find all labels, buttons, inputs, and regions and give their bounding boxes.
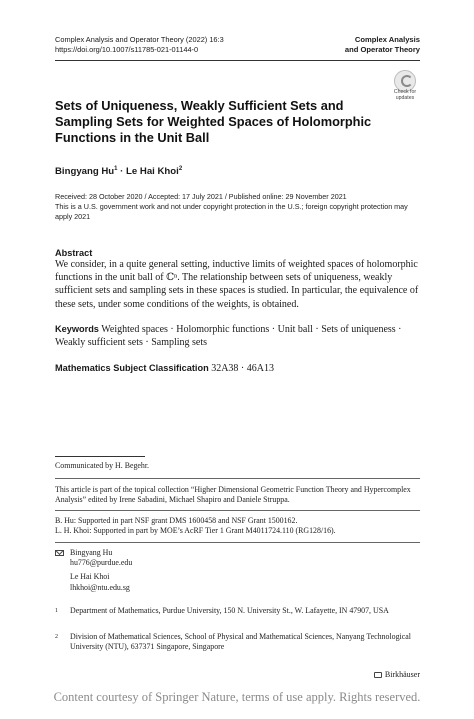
- check-updates-line1: Check for: [393, 89, 417, 95]
- affiliation-ref: 1: [114, 166, 118, 172]
- subject-classification: [55, 363, 274, 374]
- affiliation-text: Division of Mathematical Sciences, School of Physical and Mathematical Sciences, Nanyang Technological University (NTU), 637371 Singapore, Singapore: [70, 632, 411, 652]
- header-divider: [55, 60, 420, 61]
- footnote-divider: [55, 542, 420, 543]
- funding-note: L. H. Khoi: Supported in part by MOE’s AcRF Tier 1 Grant M4011724.110 (RG128/16).: [55, 526, 336, 536]
- keywords-label: Keywords: [55, 324, 99, 334]
- funding-note: B. Hu: Supported in part NSF grant DMS 1600458 and NSF Grant 1500162.: [55, 516, 298, 525]
- doi-link[interactable]: https://doi.org/10.1007/s11785-021-01144-0: [55, 45, 199, 54]
- check-updates-line2: updates: [395, 94, 415, 101]
- keywords: [55, 323, 420, 349]
- publisher-logo: [374, 670, 420, 679]
- funding-notes: [55, 516, 420, 536]
- author-list: [55, 166, 182, 177]
- contact-email[interactable]: hu776@purdue.edu: [70, 558, 133, 568]
- footnote-divider: [55, 510, 420, 511]
- journal-name-line1: Complex Analysis: [354, 35, 420, 44]
- publisher-icon: [374, 672, 382, 678]
- msc-codes: 32A38 · 46A13: [211, 363, 274, 374]
- publication-dates: [55, 192, 425, 222]
- affiliation: [55, 632, 420, 652]
- contact-name: Le Hai Khoi: [70, 572, 110, 582]
- keywords-text: Weighted spaces · Holomorphic functions · Unit ball · Sets of uniqueness · Weakly sufficient sets · Sampling sets: [55, 324, 402, 349]
- affiliation-number: 1: [55, 608, 58, 614]
- abstract-text: We consider, in a quite general setting, inductive limits of weighted spaces of holomorphic functions in the unit ball of ℂⁿ. The relationship between sets of uniqueness, weakly sufficient sets and sampling sets in these spaces is studied. In particular, the equivalence of these sets, under some conditions of the weights, is obtained.: [55, 259, 419, 310]
- footnote-rule: [55, 456, 145, 457]
- check-updates-caption: [390, 90, 420, 101]
- journal-name-line2: and Operator Theory: [344, 45, 420, 54]
- paper-title: Sets of Uniqueness, Weakly Sufficient Sets and Sampling Sets for Weighted Spaces of Holomorphic Functions in the Unit Ball: [55, 98, 372, 145]
- author-name[interactable]: Bingyang Hu: [55, 166, 115, 178]
- affiliation-ref: 2: [178, 166, 183, 172]
- check-for-updates-badge[interactable]: [390, 70, 420, 100]
- received-accepted-line: Received: 28 October 2020 / Accepted: 17 July 2021 / Published online: 29 November 2021: [55, 192, 347, 201]
- journal-volume: Complex Analysis and Operator Theory (2022) 16:3: [55, 35, 224, 44]
- journal-name: [345, 35, 420, 55]
- affiliation-number: 2: [55, 634, 58, 640]
- author-name[interactable]: Le Hai Khoi: [126, 166, 179, 178]
- msc-label: Mathematics Subject Classification: [55, 363, 209, 373]
- author-separator: ·: [117, 166, 127, 178]
- footnote-divider: [55, 478, 420, 479]
- communicated-by: Communicated by H. Begehr.: [55, 461, 150, 470]
- contact-name: Bingyang Hu: [70, 548, 113, 557]
- journal-citation: [55, 35, 224, 55]
- contact-entries: [70, 548, 132, 593]
- copyright-note: This is a U.S. government work and not under copyright protection in the U.S.; foreign copyright protection may apply 2021: [55, 202, 408, 221]
- contact-email[interactable]: lhkhoi@ntu.edu.sg: [70, 582, 130, 592]
- envelope-icon: [55, 550, 64, 556]
- publisher-name: Birkhäuser: [384, 670, 420, 679]
- affiliation: [55, 606, 420, 616]
- courtesy-notice: Content courtesy of Springer Nature, terms of use apply. Rights reserved.: [53, 690, 421, 704]
- abstract-heading: Abstract: [55, 248, 93, 258]
- affiliation-text: Department of Mathematics, Purdue University, 150 N. University St., W. Lafayette, IN 47907, USA: [70, 606, 389, 615]
- topical-collection-note: This article is part of the topical collection “Higher Dimensional Geometric Function Theory and Hypercomplex Analysis” edited by Irene Sabadini, Michael Shapiro and Daniele Struppa.: [55, 485, 411, 505]
